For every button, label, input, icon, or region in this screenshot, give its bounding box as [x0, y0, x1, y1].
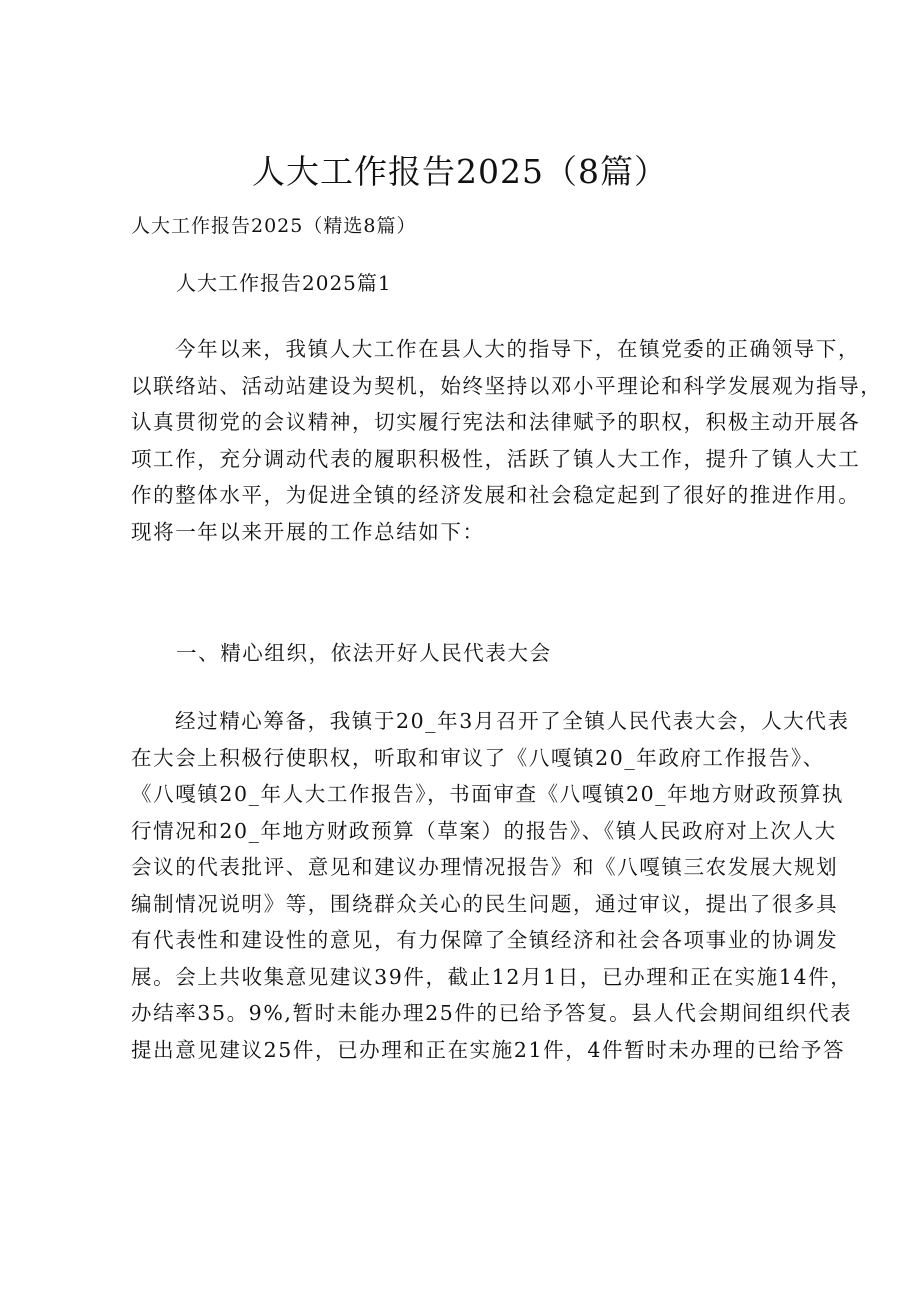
paragraph-line: 会议的代表批评、意见和建议办理情况报告》和《八嘎镇三农发展大规划 [131, 855, 839, 879]
subsection-heading: 一、精心组织，依法开好人民代表大会 [176, 641, 552, 665]
paragraph-congress [131, 703, 853, 1068]
section-heading: 人大工作报告2025篇1 [176, 271, 392, 295]
paragraph-line: 作的整体水平，为促进全镇的经济发展和社会稳定起到了很好的推进作用。 [131, 483, 861, 507]
paragraph-line: 行情况和20_年地方财政预算（草案）的报告》、《镇人民政府对上次人大 [131, 818, 837, 843]
paragraph-line: 在大会上积极行使职权，听取和审议了《八嘎镇20_年政府工作报告》、 [131, 745, 825, 770]
paragraph-line: 编制情况说明》等，围绕群众关心的民生问题，通过审议，提出了很多具 [131, 891, 839, 916]
paragraph-line: 展。会上共收集意见建议39件，截止12月1日，已办理和正在实施14件， [131, 964, 853, 989]
paragraph-line: 办结率35。9%,暂时未能办理25件的已给予答复。县人代会期间组织代表 [131, 1001, 853, 1025]
paragraph-intro [131, 331, 883, 550]
document-subtitle: 人大工作报告2025（精选8篇） [131, 215, 417, 237]
document-title: 人大工作报告2025（8篇） [252, 152, 668, 191]
paragraph-line: 以联络站、活动站建设为契机，始终坚持以邓小平理论和科学发展观为指导， [131, 373, 883, 398]
paragraph-line: 有代表性和建设性的意见，有力保障了全镇经济和社会各项事业的协调发 [131, 928, 839, 952]
paragraph-line: 项工作，充分调动代表的履职积极性，活跃了镇人大工作，提升了镇人大工 [131, 446, 861, 471]
paragraph-line: 经过精心筹备，我镇于20_年3月召开了全镇人民代表大会，人大代表 [175, 709, 850, 733]
paragraph-line: 今年以来，我镇人大工作在县人大的指导下，在镇党委的正确领导下， [175, 337, 861, 361]
paragraph-line: 提出意见建议25件，已办理和正在实施21件，4件暂时未办理的已给予答 [131, 1037, 846, 1062]
paragraph-line: 《八嘎镇20_年人大工作报告》，书面审查《八嘎镇20_年地方财政预算执 [131, 782, 844, 806]
paragraph-line: 认真贯彻党的会议精神，切实履行宪法和法律赋予的职权，积极主动开展各 [131, 410, 861, 434]
paragraph-line: 现将一年以来开展的工作总结如下： [131, 519, 485, 544]
